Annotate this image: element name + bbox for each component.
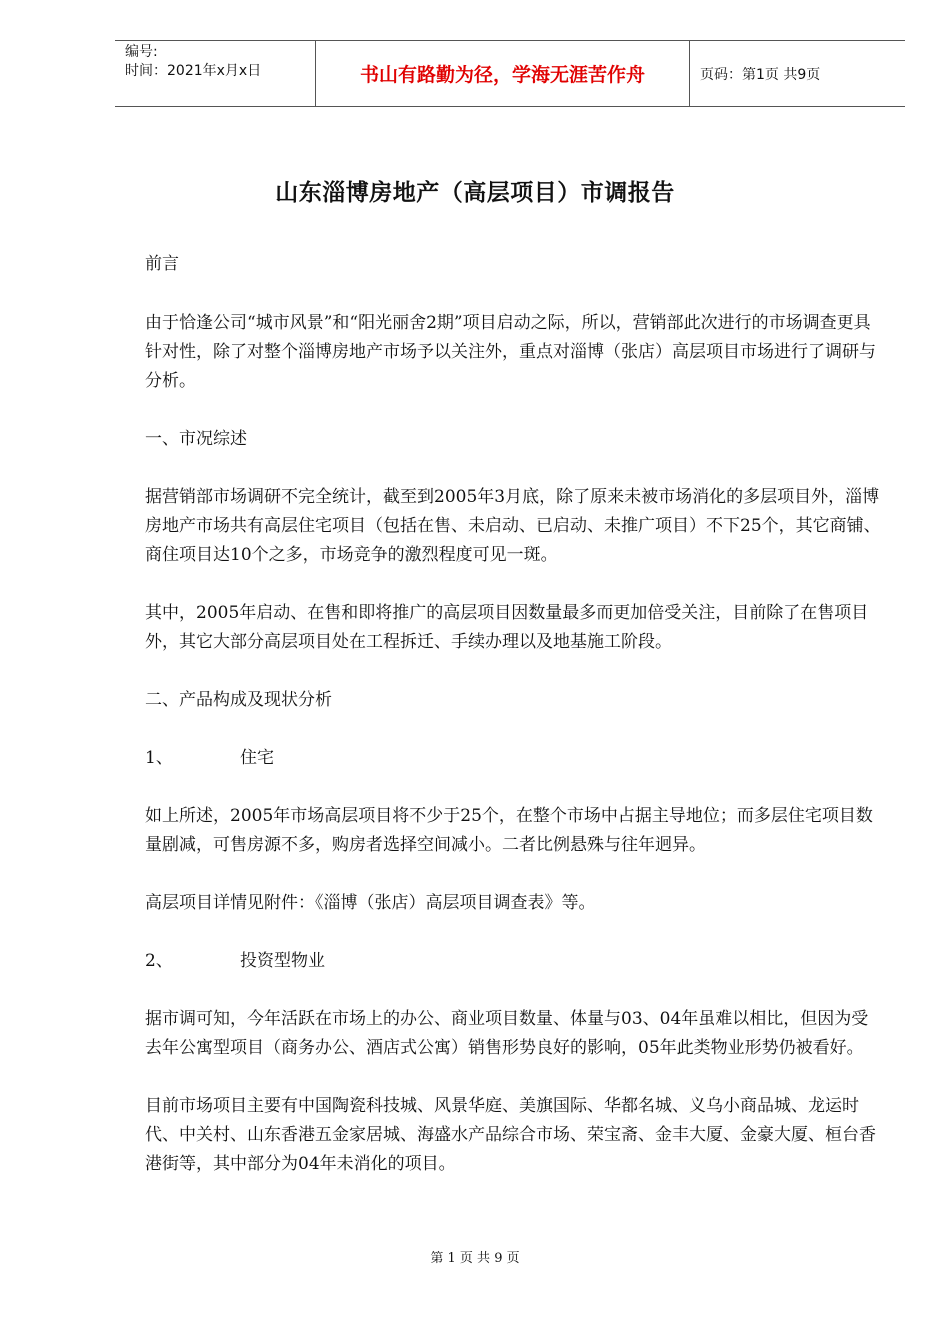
document-body (145, 250, 885, 1179)
page-footer: 第 1 页 共 9 页 (430, 1251, 520, 1266)
item1-note: 高层项目详情见附件：《淄博（张店）高层项目调查表》等。 (145, 893, 596, 913)
header-meta-cell (115, 41, 316, 106)
item2-paragraph-1: 据市调可知，今年活跃在市场上的办公、商业项目数量、体量与03、04年虽难以相比，但因为受去年公寓型项目（商务办公、酒店式公寓）销售形势良好的影响，05年此类物业形势仍被看好。 (145, 1009, 869, 1058)
preface-heading: 前言 (145, 254, 179, 274)
section1-heading: 一、市况综述 (145, 429, 247, 449)
item1-label: 住宅 (240, 748, 274, 768)
section1-paragraph-1: 据营销部市场调研不完全统计，截至到2005年3月底，除了原来未被市场消化的多层项目外，淄博房地产市场共有高层住宅项目（包括在售、未启动、已启动、未推广项目）不下25个，其它商铺、商住项目达10个之多，市场竞争的激烈程度可见一斑。 (145, 487, 881, 565)
item2-heading (145, 947, 885, 976)
section1-paragraph-2: 其中，2005年启动、在售和即将推广的高层项目因数量最多而更加倍受关注，目前除了在售项目外，其它大部分高层项目处在工程拆迁、手续办理以及地基施工阶段。 (145, 603, 869, 652)
section2-heading: 二、产品构成及现状分析 (145, 690, 332, 710)
item1-heading (145, 744, 885, 773)
document-title: 山东淄博房地产（高层项目）市调报告 (275, 180, 675, 206)
header-page-number: 页码：第1页 共9页 (700, 66, 821, 83)
item2-paragraph-2: 目前市场项目主要有中国陶瓷科技城、风景华庭、美旗国际、华都名城、义乌小商品城、龙运时代、中关村、山东香港五金家居城、海盛水产品综合市场、荣宝斋、金丰大厦、金豪大厦、桓台香港街等，其中部分为04年未消化的项目。 (145, 1096, 876, 1174)
doc-time-label: 时间：2021年x月x日 (125, 63, 262, 79)
doc-number-label: 编号: (125, 44, 158, 60)
header-motto: 书山有路勤为径，学海无涯苦作舟 (316, 41, 690, 106)
preface-paragraph: 由于恰逢公司“城市风景”和“阳光丽舍2期”项目启动之际，所以，营销部此次进行的市场调查更具针对性，除了对整个淄博房地产市场予以关注外，重点对淄博（张店）高层项目市场进行了调研与分析。 (145, 313, 876, 391)
item2-label: 投资型物业 (240, 951, 325, 971)
item1-number: 1、 (145, 748, 173, 768)
item2-number: 2、 (145, 951, 173, 971)
item1-paragraph: 如上所述，2005年市场高层项目将不少于25个，在整个市场中占据主导地位；而多层住宅项目数量剧减，可售房源不多，购房者选择空间减小。二者比例悬殊与往年迥异。 (145, 806, 873, 855)
header-table (115, 40, 905, 107)
